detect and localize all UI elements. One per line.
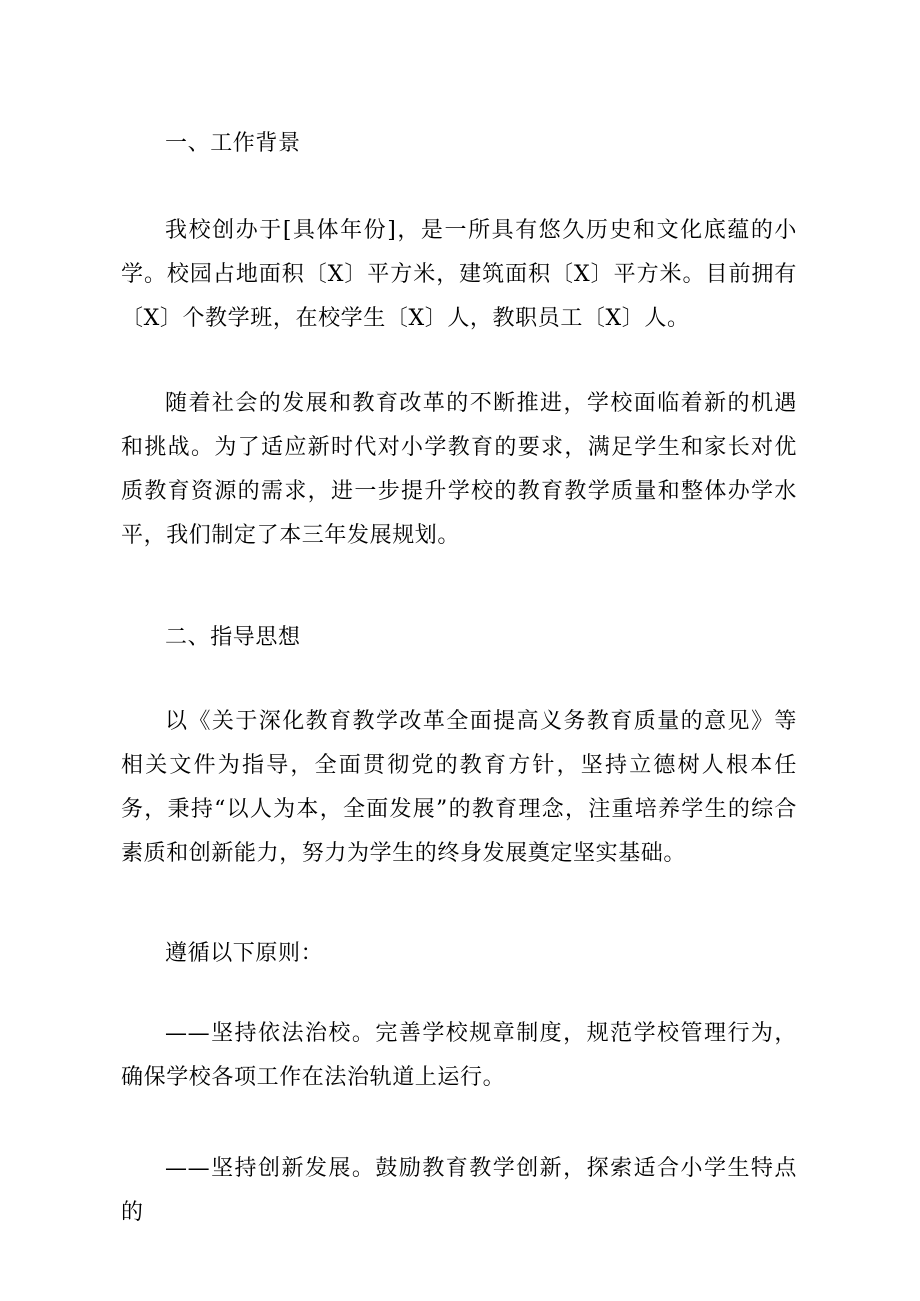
principle-rule-of-law: ——坚持依法治校。完善学校规章制度，规范学校管理行为，确保学校各项工作在法治轨道上运行。 — [121, 1021, 797, 1090]
paragraph-school-overview: 我校创办于[具体年份]，是一所具有悠久历史和文化底蕴的小学。校园占地面积〔X〕平方米，建筑面积〔X〕平方米。目前拥有〔X〕个教学班，在校学生〔X〕人，教职员工〔X〕人。 — [121, 218, 797, 331]
paragraph-development-context: 随着社会的发展和教育改革的不断推进，学校面临着新的机遇和挑战。为了适应新时代对小学教育的要求，满足学生和家长对优质教育资源的需求，进一步提升学校的教育教学质量和整体办学水平，我们制定了本三年发展规划。 — [121, 391, 797, 548]
section-heading-guiding-ideology: 二、指导思想 — [165, 625, 301, 650]
section-heading-background: 一、工作背景 — [165, 131, 301, 156]
principle-innovation: ——坚持创新发展。鼓励教育教学创新，探索适合小学生特点的 — [121, 1156, 797, 1225]
paragraph-guiding-ideology: 以《关于深化教育教学改革全面提高义务教育质量的意见》等相关文件为指导，全面贯彻党的教育方针，坚持立德树人根本任务，秉持“以人为本，全面发展”的教育理念，注重培养学生的综合素质和创新能力，努力为学生的终身发展奠定坚实基础。 — [121, 709, 797, 866]
principles-intro: 遵循以下原则： — [165, 941, 324, 966]
